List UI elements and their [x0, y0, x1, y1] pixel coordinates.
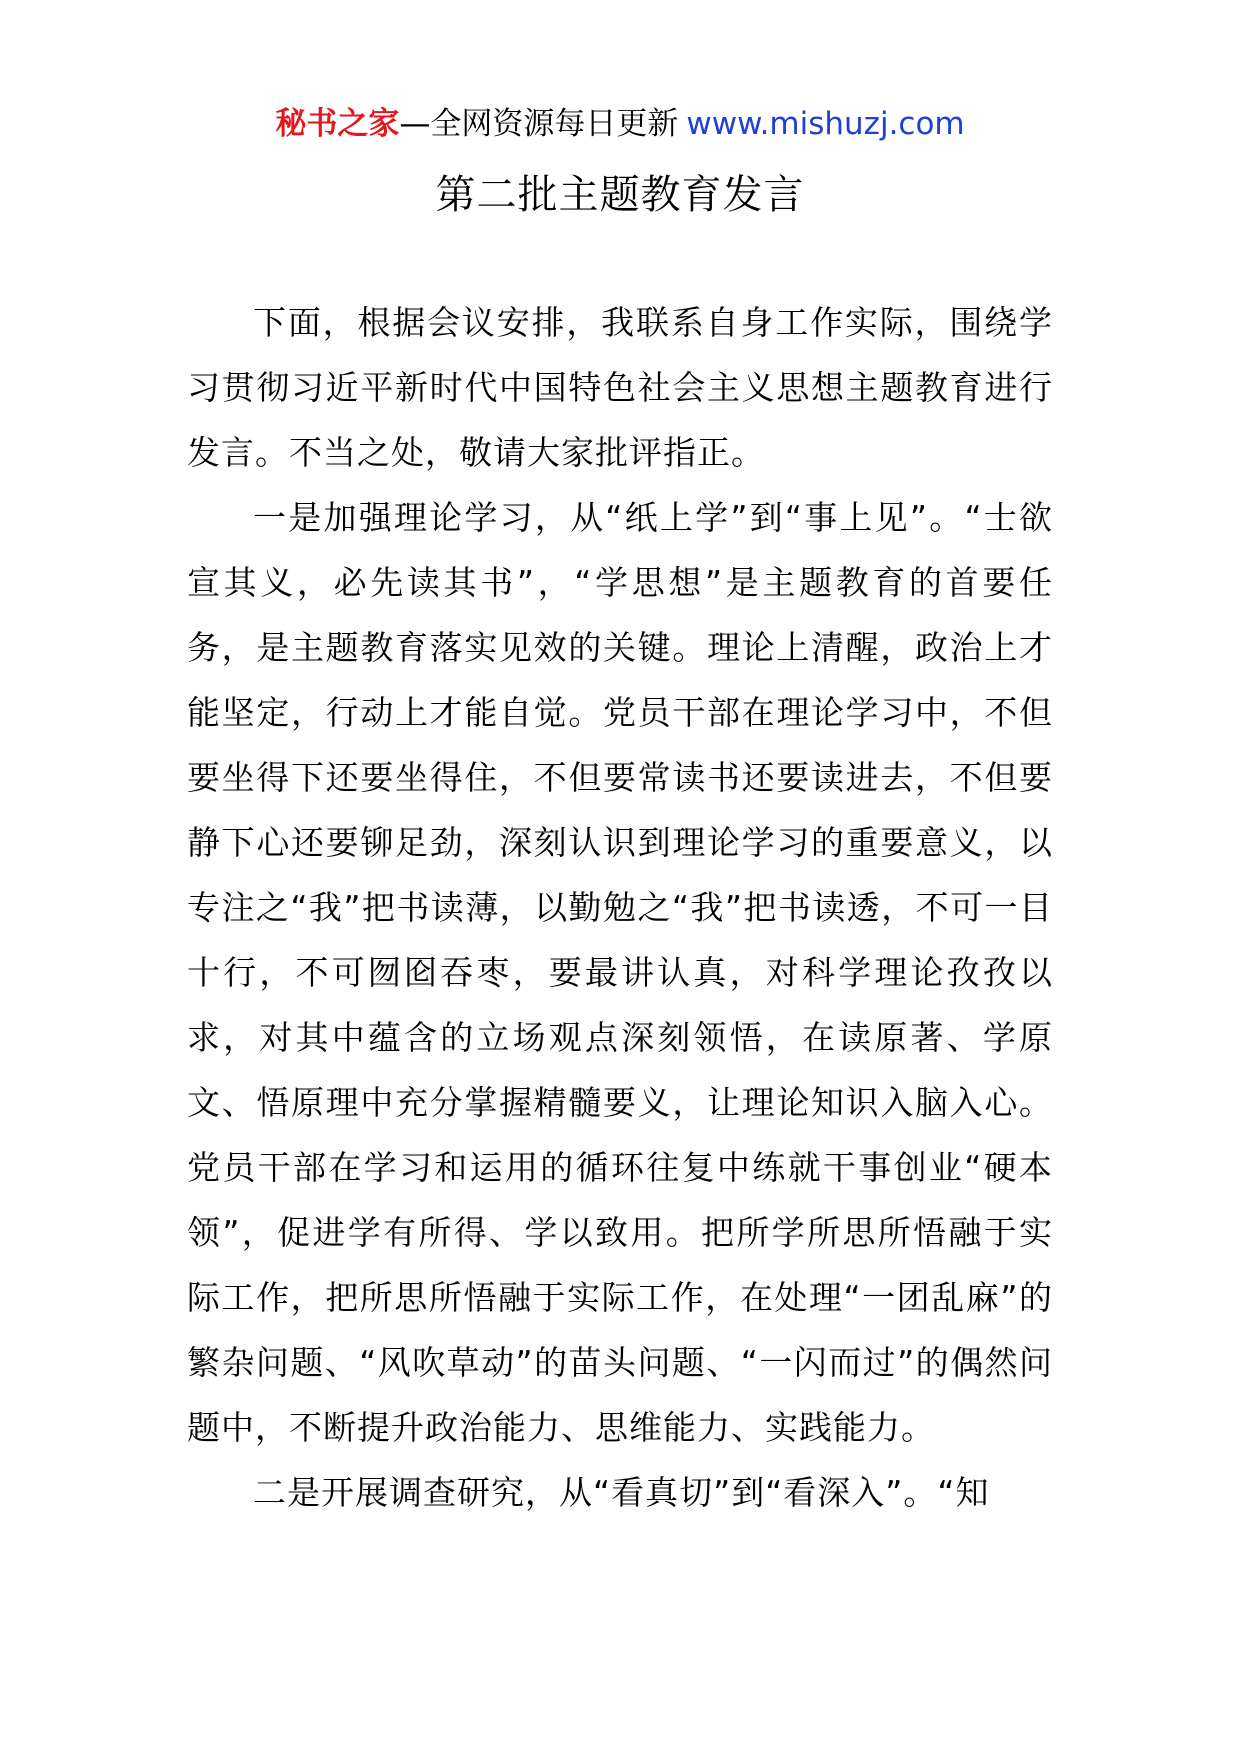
document-title: 第二批主题教育发言 [435, 172, 805, 218]
site-header [0, 102, 1240, 146]
header-tagline: —全网资源每日更新 [399, 106, 679, 142]
document-body [187, 290, 1053, 1525]
paragraph-investigation: 二是开展调查研究，从“看真切”到“看深入”。“知 [253, 1473, 990, 1512]
paragraph-theory-study: 一是加强理论学习，从“纸上学”到“事上见”。“士欲宣其义，必先读其书”，“学思想”是主题教育的首要任务，是主题教育落实见效的关键。理论上清醒，政治上才能坚定，行动上才能自觉。党员干部在理论学习中，不但要坐得下还要坐得住，不但要常读书还要读进去，不但要静下心还要铆足劲，深刻认识到理论学习的重要意义，以专注之“我”把书读薄，以勤勉之“我”把书读透，不可一目十行，不可囫囵吞枣，要最讲认真，对科学理论孜孜以求，对其中蕴含的立场观点深刻领悟，在读原著、学原文、悟原理中充分掌握精髓要义，让理论知识入脑入心。党员干部在学习和运用的循环往复中练就干事创业“硬本领”，促进学有所得、学以致用。把所学所思所悟融于实际工作，把所思所悟融于实际工作，在处理“一团乱麻”的繁杂问题、“风吹草动”的苗头问题、“一闪而过”的偶然问题中，不断提升政治能力、思维能力、实践能力。 [187, 498, 1053, 1447]
site-url-link[interactable]: www.mishuzj.com [686, 106, 965, 142]
paragraph-intro: 下面，根据会议安排，我联系自身工作实际，围绕学习贯彻习近平新时代中国特色社会主义思想主题教育进行发言。不当之处，敬请大家批评指正。 [187, 303, 1053, 472]
brand-name: 秘书之家 [275, 106, 400, 142]
